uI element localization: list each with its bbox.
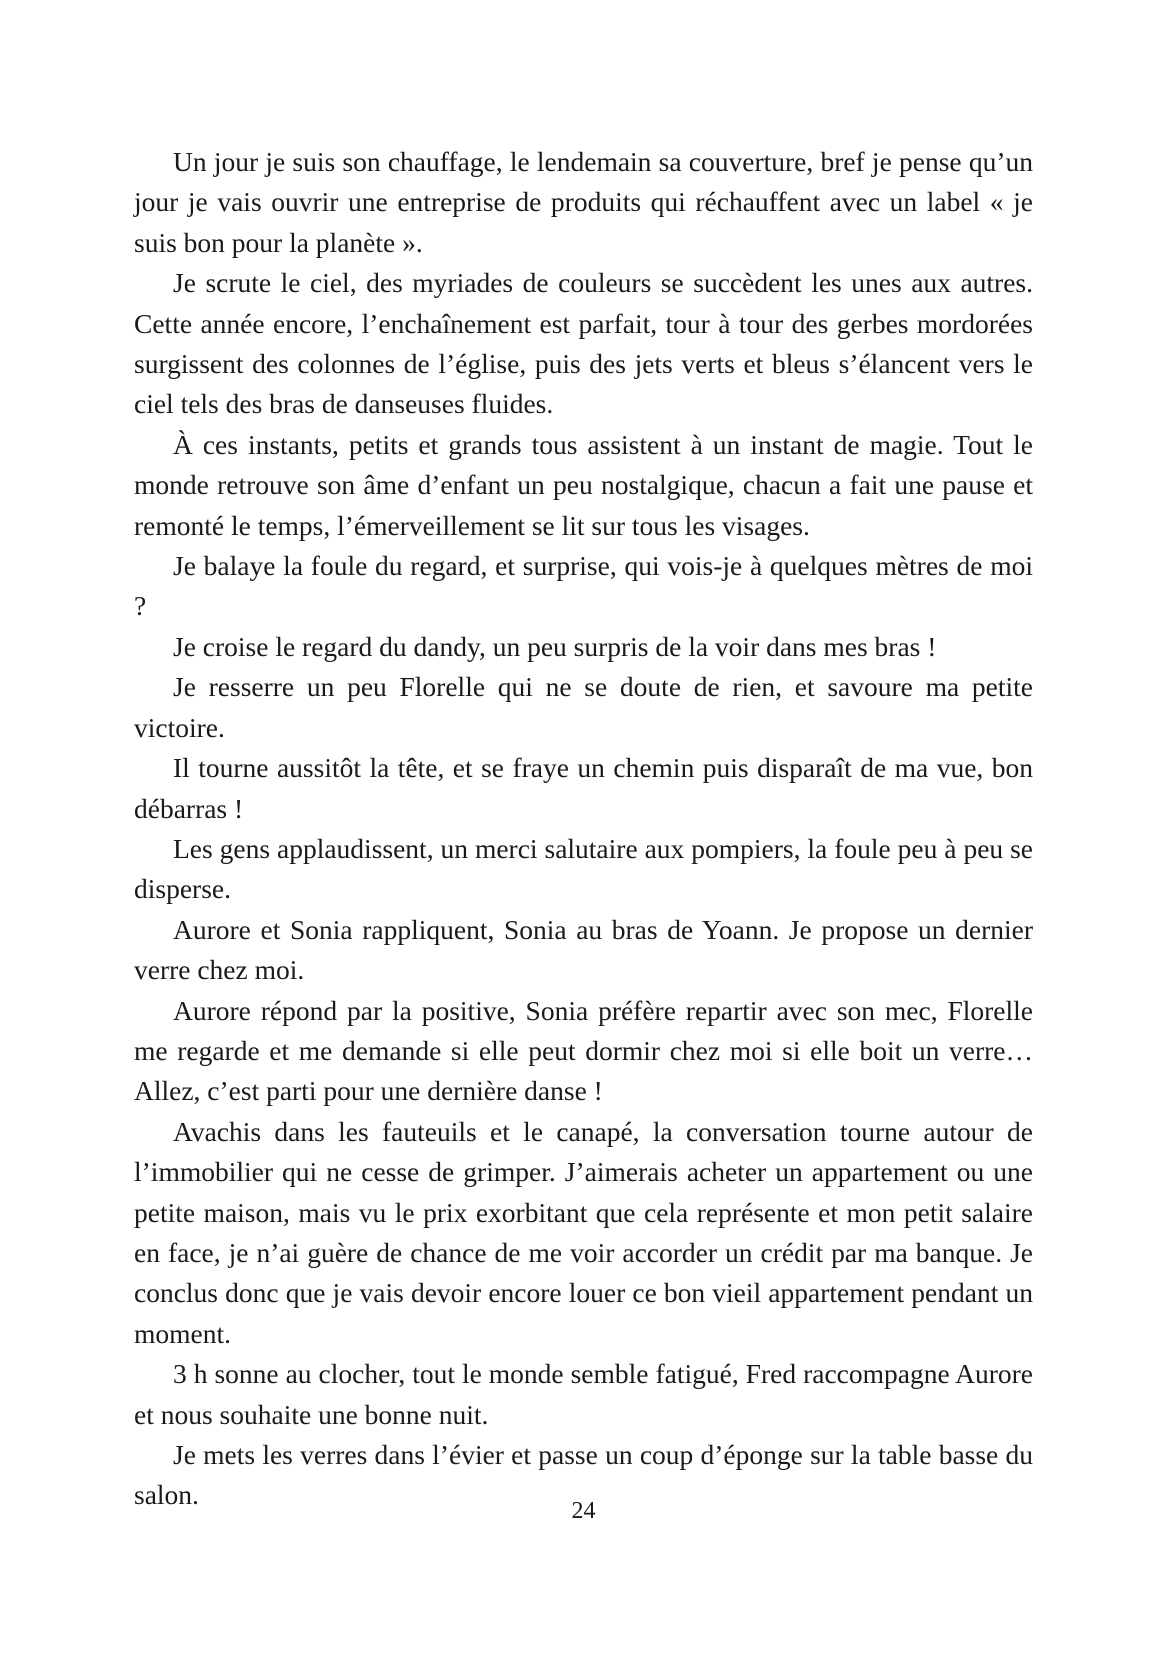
- paragraph: Je resserre un peu Florelle qui ne se doute de rien, et savoure ma petite victoire.: [134, 671, 1033, 743]
- paragraph: Je scrute le ciel, des myriades de couleurs se succèdent les unes aux autres. Cette année encore, l’enchaînement est parfait, tour à tour des gerbes mordorées surgissent des colonnes de l’église, puis des jets verts et bleus s’élancent vers le ciel tels des bras de danseuses fluides.: [134, 267, 1033, 420]
- paragraph: À ces instants, petits et grands tous assistent à un instant de magie. Tout le monde retrouve son âme d’enfant un peu nostalgique, chacun a fait une pause et remonté le temps, l’émerveillement se lit sur tous les visages.: [134, 428, 1033, 541]
- page-body: [134, 142, 1033, 1516]
- page-number: 24: [571, 1498, 596, 1524]
- paragraph: Je croise le regard du dandy, un peu surpris de la voir dans mes bras !: [173, 630, 937, 662]
- paragraph: Aurore répond par la positive, Sonia préfère repartir avec son mec, Florelle me regarde et me demande si elle peut dormir chez moi si elle boit un verre… Allez, c’est parti pour une dernière danse !: [134, 994, 1033, 1107]
- paragraph: Avachis dans les fauteuils et le canapé, la conversation tourne autour de l’immobilier qui ne cesse de grimper. J’aimerais acheter un appartement ou une petite maison, mais vu le prix exorbitant que cela représente et mon petit salaire en face, je n’ai guère de chance de me voir accorder un crédit par ma banque. Je conclus donc que je vais devoir encore louer ce bon vieil appartement pendant un moment.: [134, 1115, 1033, 1349]
- paragraph: Je balaye la foule du regard, et surprise, qui vois-je à quelques mètres de moi ?: [134, 550, 1033, 622]
- paragraph: 3 h sonne au clocher, tout le monde semble fatigué, Fred raccompagne Aurore et nous souhaite une bonne nuit.: [134, 1358, 1033, 1430]
- paragraph: Il tourne aussitôt la tête, et se fraye un chemin puis disparaît de ma vue, bon débarras !: [134, 752, 1033, 824]
- paragraph: Aurore et Sonia rappliquent, Sonia au bras de Yoann. Je propose un dernier verre chez moi.: [134, 913, 1033, 986]
- paragraph: Un jour je suis son chauffage, le lendemain sa couverture, bref je pense qu’un jour je vais ouvrir une entreprise de produits qui réchauffent avec un label « je suis bon pour la planète ».: [134, 146, 1033, 258]
- paragraph: Les gens applaudissent, un merci salutaire aux pompiers, la foule peu à peu se disperse.: [134, 832, 1033, 905]
- paragraph: Je mets les verres dans l’évier et passe un coup d’éponge sur la table basse du salon.: [134, 1439, 1033, 1511]
